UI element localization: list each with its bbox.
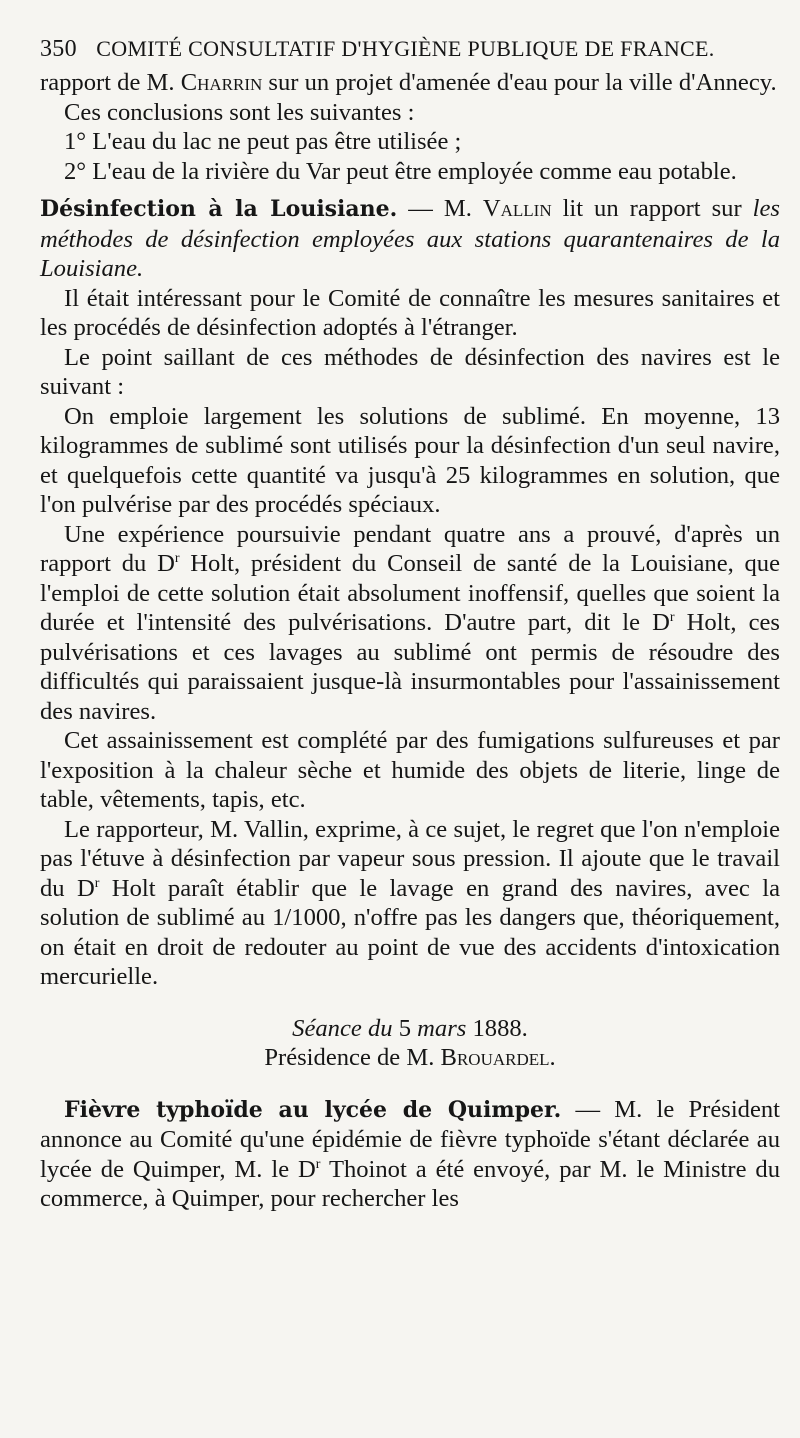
document-page (40, 30, 780, 1214)
section-louisiane-lead (40, 194, 780, 284)
p5-text-a: Une expérience poursuivie pendant quatre ans a prouvé, d'après un rapport du D (40, 520, 780, 577)
lead-text-b: lit un rapport sur (551, 195, 753, 222)
p7-text-b: Holt paraît établir que le lavage en grand des navires, avec la solution de sublimé au 1/1000, n'offre pas les dangers que, théoriquement, on était en droit de redouter au point de vue des accidents d'intoxication mercurielle. (40, 874, 780, 990)
louisiane-paragraph-4: On emploie largement les solutions de sublimé. En moyenne, 13 kilogrammes de sublimé sont utilisés pour la désinfection d'un seul navire, et quelquefois cette quantité va jusqu'à 25 kilogrammes en solution, que l'on pulvérise par des procédés spéciaux. (40, 402, 780, 518)
intro-p1-text-a: rapport de M. (40, 69, 181, 96)
p7-sup: r (94, 875, 100, 891)
section-quimper-lead (40, 1095, 780, 1214)
page-number: 350 (40, 36, 77, 62)
running-head (40, 30, 780, 68)
conclusion-item-2: 2° L'eau de la rivière du Var peut être employée comme eau potable. (64, 157, 737, 185)
intro-paragraph-2: Ces conclusions sont les suivantes : (64, 98, 415, 126)
p5-sup-2: r (669, 609, 675, 625)
author-name-charrin: Charrin (180, 69, 263, 96)
seance-year: 1888. (472, 1014, 528, 1042)
p7-text-a: Le rapporteur, M. Vallin, exprime, à ce sujet, le regret que l'on n'emploie pas l'étuve à désinfection par vapeur sous pression. Il ajoute que le travail du D (40, 815, 780, 902)
section-heading-quimper: Fièvre typhoïde au lycée de Quimper. (64, 1096, 562, 1123)
p5-sup-1: r (174, 550, 180, 566)
p5-text-b: Holt, président du Conseil de santé de la Louisiane, que l'emploi de cette solution était absolument inoffensif, quelles que soient la durée et l'intensité des pulvérisations. D'autre part, dit le D (40, 550, 780, 636)
intro-p1-text-b: sur un projet d'amenée d'eau pour la ville d'Annecy. (262, 69, 777, 96)
seance-day: 5 (398, 1014, 411, 1042)
intro-paragraph-1 (40, 68, 780, 98)
author-name-vallin: Vallin (482, 195, 552, 222)
louisiane-paragraph-7 (40, 815, 780, 992)
report-title-italic: les méthodes de désinfection employées aux stations quarantenaires de la Louisiane. (40, 195, 780, 282)
seance-month: mars (410, 1014, 473, 1042)
louisiane-paragraph-5 (40, 520, 780, 727)
quimper-text-b: Thoinot a été envoyé, par M. le Ministre du commerce, à Quimper, pour rechercher les (40, 1155, 780, 1212)
lead-text-a: — M. (397, 195, 483, 222)
quimper-sup: r (315, 1156, 321, 1172)
quimper-text-a: — M. le Président annonce au Comité qu'une épidémie de fièvre typhoïde s'étant déclarée au lycée de Quimper, M. le D (40, 1095, 780, 1183)
section-heading-louisiane: Désinfection à la Louisiane. (40, 196, 398, 222)
president-name: Brouardel. (440, 1044, 556, 1071)
running-title: COMITÉ CONSULTATIF D'HYGIÈNE PUBLIQUE DE FRANCE. (96, 36, 715, 61)
presidence-text: Présidence de M. (264, 1044, 441, 1071)
seance-date (40, 1014, 780, 1044)
louisiane-paragraph-6: Cet assainissement est complété par des fumigations sulfureuses et par l'exposition à la chaleur sèche et humide des objets de literie, linge de table, vêtements, tapis, etc. (40, 727, 780, 813)
p5-text-c: Holt, ces pulvérisations et ces lavages au sublimé ont permis de résoudre des difficultés qui paraissaient jusque-là insurmontables pour l'assainissement des navires. (40, 609, 780, 725)
seance-date-a: Séance du (292, 1014, 399, 1042)
conclusion-item-1: 1° L'eau du lac ne peut pas être utilisée ; (64, 128, 462, 155)
presidence-line (40, 1043, 780, 1073)
louisiane-paragraph-3: Le point saillant de ces méthodes de désinfection des navires est le suivant : (40, 343, 780, 400)
louisiane-paragraph-2: Il était intéressant pour le Comité de connaître les mesures sanitaires et les procédés de désinfection adoptés à l'étranger. (40, 284, 780, 341)
